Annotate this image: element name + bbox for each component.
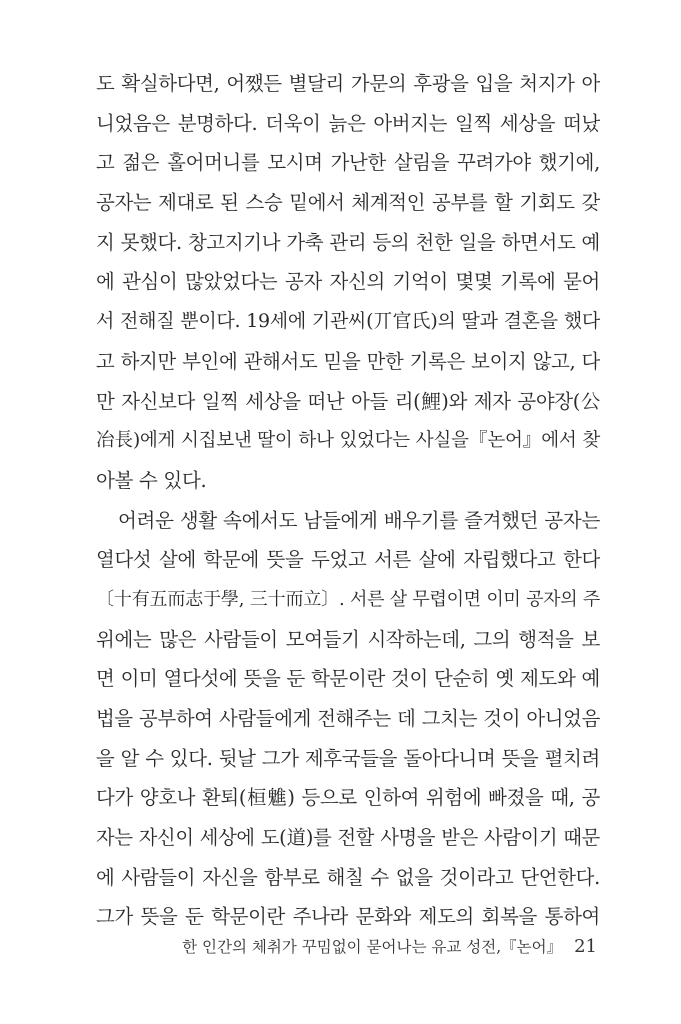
text-line: 니었음은 분명하다. 더욱이 늙은 아버지는 일찍 세상을 떠났 [96,111,600,135]
text-line: 에 사람들이 자신을 함부로 해칠 수 없을 것이라고 단언한다. [96,865,600,889]
text-line: 그가 뜻을 둔 학문이란 주나라 문화와 제도의 회복을 통하여 [96,905,600,929]
text-line: 어려운 생활 속에서도 남들에게 배우기를 즐겨했던 공자는 [118,508,600,532]
running-title: 한 인간의 체취가 꾸밈없이 묻어나는 유교 성전,『논어』 [182,938,563,956]
page-footer [182,934,597,960]
text-line: 다가 양호나 환퇴(桓魋) 등으로 인하여 위험에 빠졌을 때, 공 [96,786,600,810]
paragraph [96,64,600,501]
page-number: 21 [574,936,597,957]
text-line: 아볼 수 있다. [96,468,207,492]
text-line: 지 못했다. 창고지기나 가축 관리 등의 천한 일을 하면서도 예 [96,230,600,254]
text-line: 을 알 수 있다. 뒷날 그가 제후국들을 돌아다니며 뜻을 펼치려 [96,746,600,770]
text-line: 자는 자신이 세상에 도(道)를 전할 사명을 받은 사람이기 때문 [96,826,600,850]
body-text [96,64,600,937]
text-line: 만 자신보다 일찍 세상을 떠난 아들 리(鯉)와 제자 공야장(公 [96,389,600,413]
text-line: 면 이미 열다섯에 뜻을 둔 학문이란 것이 단순히 옛 제도와 예 [96,667,600,691]
text-line: 에 관심이 많았었다는 공자 자신의 기억이 몇몇 기록에 묻어 [96,270,600,294]
paragraph [96,501,600,938]
text-line: 열다섯 살에 학문에 뜻을 두었고 서른 살에 자립했다고 한다 [96,548,600,572]
text-line: 도 확실하다면, 어쨌든 별달리 가문의 후광을 입을 처지가 아 [96,72,600,95]
text-line: 법을 공부하여 사람들에게 전해주는 데 그치는 것이 아니었음 [96,707,600,730]
text-line: 공자는 제대로 된 스승 밑에서 체계적인 공부를 할 기회도 갖 [96,191,600,215]
text-line: 고 하지만 부인에 관해서도 믿을 만한 기록은 보이지 않고, 다 [96,349,600,373]
text-line: 위에는 많은 사람들이 모여들기 시작하는데, 그의 행적을 보 [96,627,600,651]
text-line: 〔十有五而志于學, 三十而立〕. 서른 살 무렵이면 이미 공자의 주 [96,588,600,610]
text-line: 서 전해질 뿐이다. 19세에 기관씨(丌官氏)의 딸과 결혼을 했다 [96,310,600,333]
text-line: 冶長)에게 시집보낸 딸이 하나 있었다는 사실을『논어』에서 찾 [96,430,600,452]
text-line: 고 젊은 홀어머니를 모시며 가난한 살림을 꾸려가야 했기에, [96,151,600,175]
